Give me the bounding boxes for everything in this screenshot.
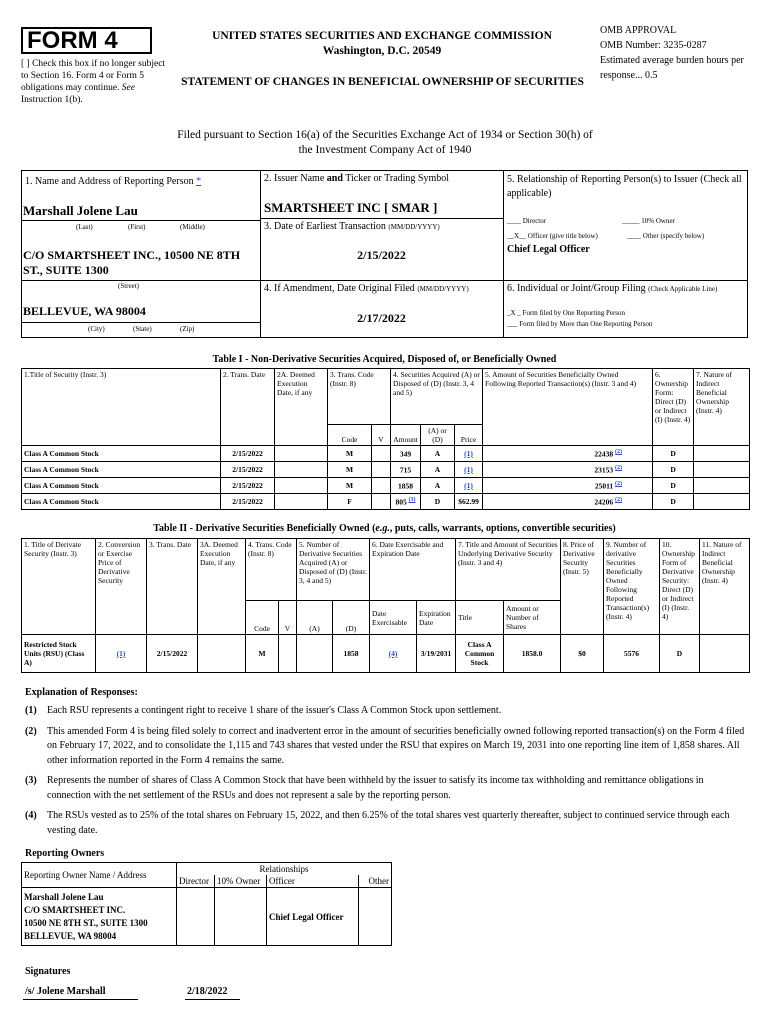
table1-row [22, 494, 750, 510]
signature-date: 2/18/2022 [187, 986, 228, 997]
t1-owned: 23153 $^{(2)}$ [483, 462, 653, 478]
owners-col-name: Reporting Owner Name / Address [22, 863, 177, 888]
signature-name: /s/ Jolene Marshall [25, 986, 106, 997]
omb-number: OMB Number: 3235-0287 [600, 40, 707, 51]
t2-d: 1858 [333, 635, 370, 673]
street-address: C/O SMARTSHEET INC., 10500 NE 8TH ST., SUITE 1300 [23, 248, 241, 277]
explanation-item [25, 725, 745, 769]
explanation-list [25, 704, 745, 844]
t2-sub-exer: Date Exercisable [370, 601, 417, 635]
t1-amount: 715 [391, 462, 421, 478]
t1-amount: 349 [391, 446, 421, 462]
owners-col-owner: 10% Owner [215, 875, 267, 888]
t2-sub-v: V [279, 601, 297, 635]
explanation-num: (4) [25, 810, 37, 821]
state-label: (State) [133, 325, 152, 333]
t1-price-footnote[interactable]: (1) [464, 449, 473, 458]
table1-row [22, 446, 750, 462]
owners-heading: Reporting Owners [25, 848, 105, 859]
t2-h-deemed: 3A. Deemed Execution Date, if any [198, 539, 246, 635]
table1-non-derivative [21, 368, 750, 510]
t1-amount-footnote[interactable]: (3) [408, 497, 416, 504]
table1-title: Table I - Non-Derivative Securities Acquired, Disposed of, or Beneficially Owned [212, 354, 557, 365]
t2-date: 2/15/2022 [147, 635, 198, 673]
t2-sub-a: (A) [297, 601, 333, 635]
explanation-item [25, 774, 745, 803]
t1-h-acquired: 4. Securities Acquired (A) or Disposed of (D) (Instr. 3, 4 and 5) [391, 369, 483, 425]
t1-h-nature: 7. Nature of Indirect Beneficial Ownership (Instr. 4) [694, 369, 750, 446]
t2-exer-footnote[interactable]: (4) [388, 649, 398, 658]
check-instr-text: Instruction 1(b). [21, 95, 83, 105]
ten-percent-owner-check[interactable]: _____ 10% Owner [622, 217, 675, 225]
city-state-zip: BELLEVUE, WA 98004 [23, 304, 146, 318]
t2-und-title: Class A Common Stock [456, 635, 504, 673]
table1-row [22, 478, 750, 494]
last-label: (Last) [76, 223, 93, 231]
signatures-heading: Signatures [25, 966, 71, 977]
t1-owned-footnote[interactable]: (2) [615, 449, 623, 456]
issuer-name: SMARTSHEET INC [ SMAR ] [264, 200, 438, 215]
t1-price: $62.99 [455, 494, 483, 510]
explanation-text: The RSUs vested as to 25% of the total shares on February 15, 2022, and then 6.25% of the total shares vest quarterly thereafter, subject to continued service through each vesting date. [47, 810, 730, 836]
no-longer-subject-checkbox[interactable] [21, 58, 171, 106]
t1-sub-amount: Amount [391, 425, 421, 446]
t2-conv-footnote[interactable]: (1) [116, 649, 126, 658]
table2-row [22, 635, 750, 673]
box1-label: 1. Name and Address of Reporting Person * [25, 176, 202, 187]
explanation-text: This amended Form 4 is being filed solely to correct and inadvertent error in the amount of securities beneficially owned following reported transaction(s) on the Form 4 filed on February 17, 2022, and to consolidate the 1,115 and 743 shares that vested under the RSU that expires on March 19, 2031 into one reporting line item of 1,858 shares. All other information reported in the Form 4 remains the same. [47, 725, 745, 766]
t2-h-exercisable: 6. Date Exercisable and Expiration Date [370, 539, 456, 601]
t1-amount: 1858 [391, 478, 421, 494]
owners-relationships: Relationships [177, 863, 392, 876]
t1-h-owned: 5. Amount of Securities Beneficially Owned Following Reported Transaction(s) (Instr. 3 and 4) [483, 369, 653, 446]
t1-owned-footnote[interactable]: (2) [615, 481, 623, 488]
t1-sub-v: V [372, 425, 391, 446]
t1-price [455, 462, 483, 478]
t1-form: D [653, 446, 694, 462]
t1-h-title: 1.Title of Security (Instr. 3) [22, 369, 221, 446]
owners-col-director: Director [177, 875, 215, 888]
t2-exp: 3/19/2031 [417, 635, 456, 673]
explanation-item [25, 809, 745, 838]
t2-form: D [660, 635, 700, 673]
middle-label: (Middle) [180, 223, 205, 231]
t1-owned: 22438 $^{(2)}$ [483, 446, 653, 462]
t1-aord: A [421, 478, 455, 494]
t1-owned-footnote[interactable]: (2) [615, 497, 623, 504]
t2-sub-d: (D) [333, 601, 370, 635]
table1-row [22, 462, 750, 478]
owners-row-officer: Chief Legal Officer [267, 888, 359, 946]
explanation-heading: Explanation of Responses: [25, 687, 138, 698]
t1-title: Class A Common Stock [22, 494, 221, 510]
t1-price-footnote[interactable]: (1) [464, 481, 473, 490]
explanation-text: Each RSU represents a contingent right to receive 1 share of the issuer's Class A Common Stock upon settlement. [47, 705, 502, 716]
t1-h-date: 2. Trans. Date [221, 369, 275, 446]
more-reporting-persons-check[interactable]: ___ Form filed by More than One Reporting Person [507, 320, 653, 328]
officer-check[interactable]: __X__ Officer (give title below) [507, 232, 598, 240]
t1-date: 2/15/2022 [221, 494, 275, 510]
officer-title: Chief Legal Officer [507, 244, 590, 255]
street-label: (Street) [118, 282, 139, 290]
first-label: (First) [128, 223, 146, 231]
t1-aord: D [421, 494, 455, 510]
t2-h-price: 8. Price of Derivative Security (Instr. 5) [561, 539, 604, 635]
t2-h-nature: 11. Nature of Indirect Beneficial Ownership (Instr. 4) [700, 539, 750, 635]
city-label: (City) [88, 325, 105, 333]
commission-name: UNITED STATES SECURITIES AND EXCHANGE COMMISSION [212, 30, 552, 42]
t1-sub-code: Code [328, 425, 372, 446]
t1-code: F [328, 494, 372, 510]
t2-h-code: 4. Trans. Code (Instr. 8) [246, 539, 297, 601]
t1-aord: A [421, 462, 455, 478]
t2-h-owned: 9. Number of derivative Securities Beneficially Owned Following Reported Transaction(s) (Instr. 4) [604, 539, 660, 635]
t2-h-form: 10. Ownership Form of Derivative Security: Direct (D) or Indirect (I) (Instr. 4) [660, 539, 700, 635]
t1-form: D [653, 462, 694, 478]
omb-burden: Estimated average burden hours per response... 0.5 [600, 55, 744, 81]
t2-sub-title: Title [456, 601, 504, 635]
statement-title: STATEMENT OF CHANGES IN BENEFICIAL OWNERSHIP OF SECURITIES [181, 76, 584, 88]
box2-label: 2. Issuer Name and Ticker or Trading Symbol [264, 173, 450, 184]
t1-form: D [653, 494, 694, 510]
box4-label: 4. If Amendment, Date Original Filed (MM/DD/YYYY) [264, 283, 469, 294]
t2-title: Restricted Stock Units (RSU) (Class A) [22, 635, 96, 673]
t1-form: D [653, 478, 694, 494]
t2-owned: 5576 [604, 635, 660, 673]
t1-sub-aord: (A) or (D) [421, 425, 455, 446]
t1-code: M [328, 462, 372, 478]
box1-footnote-link[interactable]: * [196, 176, 202, 187]
t1-code: M [328, 478, 372, 494]
reporting-person-name: Marshall Jolene Lau [23, 203, 138, 218]
t1-title: Class A Common Stock [22, 478, 221, 494]
t1-date: 2/15/2022 [221, 446, 275, 462]
omb-block [600, 23, 750, 83]
explanation-num: (3) [25, 775, 37, 786]
t1-amount: 805 $^{(3)}$ [391, 494, 421, 510]
zip-label: (Zip) [180, 325, 195, 333]
t1-sub-price: Price [455, 425, 483, 446]
t1-price [455, 446, 483, 462]
filed-pursuant: Filed pursuant to Section 16(a) of the Securities Exchange Act of 1934 or Section 30(h) of the Investment Company Act of 1940 [177, 129, 593, 156]
t1-owned: 24206 $^{(2)}$ [483, 494, 653, 510]
t1-owned-footnote[interactable]: (2) [615, 465, 623, 472]
table2-title: Table II - Derivative Securities Beneficially Owned (e.g., puts, calls, warrants, options, convertible securities) [153, 523, 616, 534]
t2-h-underlying: 7. Title and Amount of Securities Underlying Derivative Security (Instr. 3 and 4) [456, 539, 561, 601]
omb-approval: OMB APPROVAL [600, 25, 677, 36]
owners-row-name: Marshall Jolene Lau C/O SMARTSHEET INC. 10500 NE 8TH ST., SUITE 1300 BELLEVUE, WA 98004 [22, 888, 177, 946]
t2-price: $0 [561, 635, 604, 673]
t2-h-number: 5. Number of Derivative Securities Acquired (A) or Disposed of (D) (Instr. 3, 4 and 5) [297, 539, 370, 601]
t1-aord: A [421, 446, 455, 462]
t2-und-amt: 1858.0 [504, 635, 561, 673]
other-check[interactable]: ____ Other (specify below) [627, 232, 705, 240]
check-see-text: See [121, 83, 135, 93]
t1-title: Class A Common Stock [22, 446, 221, 462]
t1-price-footnote[interactable]: (1) [464, 465, 473, 474]
form-title-box [21, 27, 152, 54]
t2-h-conv: 2. Conversion or Exercise Price of Derivative Security [96, 539, 147, 635]
box5-label: 5. Relationship of Reporting Person(s) to Issuer (Check all applicable) [507, 174, 742, 199]
owners-col-officer: Officer [267, 875, 359, 888]
t1-price [455, 478, 483, 494]
t1-h-code: 3. Trans. Code (Instr. 8) [328, 369, 391, 425]
amendment-date: 2/17/2022 [357, 311, 406, 325]
t1-h-deemed: 2A. Deemed Execution Date, if any [275, 369, 328, 446]
commission-location: Washington, D.C. 20549 [322, 45, 442, 57]
box6-label: 6. Individual or Joint/Group Filing (Check Applicable Line) [507, 283, 718, 294]
t2-sub-amt: Amount or Number of Shares [504, 601, 561, 635]
t1-date: 2/15/2022 [221, 478, 275, 494]
form-title: FORM 4 [27, 27, 118, 54]
table2-derivative [21, 538, 750, 673]
t2-sub-exp: Expiration Date [417, 601, 456, 635]
t1-date: 2/15/2022 [221, 462, 275, 478]
t1-owned: 25011 $^{(2)}$ [483, 478, 653, 494]
explanation-item [25, 704, 745, 719]
owners-col-other: Other [359, 875, 392, 888]
explanation-num: (2) [25, 725, 37, 737]
explanation-num: (1) [25, 705, 37, 716]
t2-sub-code: Code [246, 601, 279, 635]
t2-code: M [246, 635, 279, 673]
t1-h-form: 6. Ownership Form: Direct (D) or Indirect (I) (Instr. 4) [653, 369, 694, 446]
one-reporting-person-check[interactable]: _X _ Form filed by One Reporting Person [507, 309, 626, 317]
check-box-text: [ ] Check this box if no longer subject to Section 16. Form 4 or Form 5 obligations may continue. [21, 59, 166, 93]
t1-code: M [328, 446, 372, 462]
director-check[interactable]: ____ Director [507, 217, 547, 225]
earliest-transaction-date: 2/15/2022 [357, 248, 406, 262]
t2-h-date: 3. Trans. Date [147, 539, 198, 635]
t1-title: Class A Common Stock [22, 462, 221, 478]
t2-h-title: 1. Title of Derivate Security (Instr. 3) [22, 539, 96, 635]
explanation-text: Represents the number of shares of Class A Common Stock that have been withheld by the issuer to satisfy its income tax withholding and remittance obligations in connection with the net settlement of the RSUs and does not represent a sale by the reporting person. [47, 775, 704, 801]
owners-table [21, 862, 392, 946]
box3-label: 3. Date of Earliest Transaction (MM/DD/YYYY) [264, 221, 440, 232]
